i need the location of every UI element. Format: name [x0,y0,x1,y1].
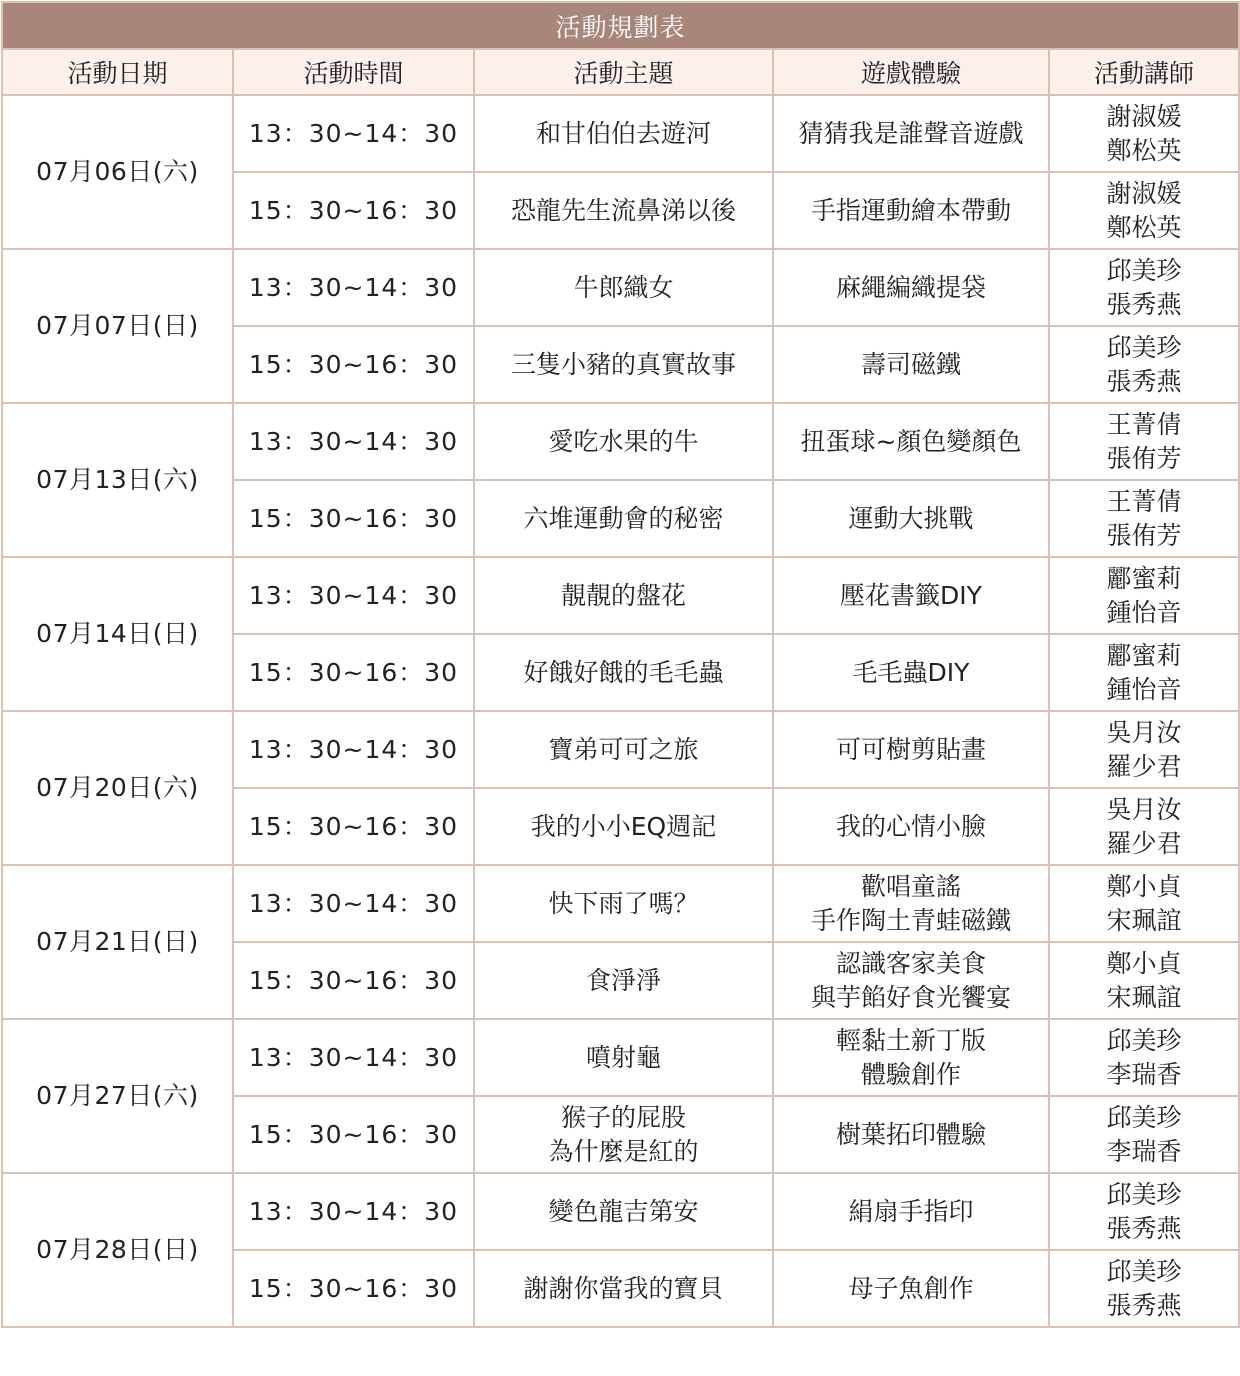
topic-cell [474,1173,773,1250]
teacher-cell [1049,711,1239,788]
time-cell: 15：30~16：30 [233,1250,474,1327]
topic-cell [474,865,773,942]
table-row [2,865,1239,942]
topic-line: 三隻小豬的真實故事 [510,349,736,379]
game-line: 運動大挑戰 [848,503,974,533]
game-line: 壽司磁鐵 [860,349,961,379]
topic-cell [474,634,773,711]
time-cell: 13：30~14：30 [233,249,474,326]
teacher-line: 謝淑媛 [1106,101,1182,131]
game-cell [773,942,1049,1019]
time-cell: 15：30~16：30 [233,480,474,557]
teacher-line: 酈蜜莉 [1106,640,1182,670]
game-cell [773,711,1049,788]
game-cell [773,788,1049,865]
topic-line: 六堆運動會的秘密 [523,503,724,533]
game-cell [773,634,1049,711]
teacher-line: 張秀燕 [1106,1213,1182,1243]
topic-line: 和甘伯伯去遊河 [535,118,711,148]
game-line: 輕黏土新丁版 [835,1025,986,1055]
time-cell: 13：30~14：30 [233,1019,474,1096]
date-cell: 07月28日(日) [2,1173,233,1327]
teacher-line: 張侑芳 [1106,443,1182,473]
teacher-line: 張秀燕 [1106,289,1182,319]
game-line: 手指運動繪本帶動 [810,195,1011,225]
game-cell [773,95,1049,172]
game-line: 與芋餡好食光饗宴 [810,982,1011,1012]
date-cell: 07月07日(日) [2,249,233,403]
topic-line: 寶弟可可之旅 [548,734,699,764]
topic-cell [474,403,773,480]
game-cell [773,326,1049,403]
game-line: 認識客家美食 [835,948,986,978]
teacher-line: 邱美珍 [1106,1102,1182,1132]
table-row [2,557,1239,634]
topic-cell [474,326,773,403]
teacher-line: 鄭小貞 [1106,871,1182,901]
teacher-line: 邱美珍 [1106,1025,1182,1055]
teacher-line: 吳月汝 [1106,794,1182,824]
topic-line: 為什麼是紅的 [548,1136,699,1166]
time-cell: 13：30~14：30 [233,403,474,480]
game-line: 猜猜我是誰聲音遊戲 [798,118,1024,148]
teacher-cell [1049,480,1239,557]
game-cell [773,403,1049,480]
teacher-line: 鍾怡音 [1106,674,1182,704]
teacher-cell [1049,172,1239,249]
teacher-cell [1049,1019,1239,1096]
topic-cell [474,95,773,172]
header-topic: 活動主題 [474,49,773,95]
teacher-cell [1049,403,1239,480]
topic-cell [474,557,773,634]
game-cell [773,1019,1049,1096]
teacher-line: 王菁倩 [1106,486,1182,516]
date-cell: 07月20日(六) [2,711,233,865]
table-row [2,249,1239,326]
time-cell: 13：30~14：30 [233,95,474,172]
game-line: 壓花書籤DIY [840,580,982,610]
time-cell: 13：30~14：30 [233,711,474,788]
teacher-line: 邱美珍 [1106,1256,1182,1286]
header-row [2,49,1239,95]
topic-cell [474,1096,773,1173]
teacher-line: 宋珮誼 [1106,905,1182,935]
teacher-line: 張秀燕 [1106,366,1182,396]
game-cell [773,865,1049,942]
game-line: 絹扇手指印 [848,1196,974,1226]
topic-line: 靚靚的盤花 [560,580,686,610]
teacher-line: 羅少君 [1106,751,1182,781]
game-cell [773,480,1049,557]
topic-cell [474,1250,773,1327]
teacher-line: 酈蜜莉 [1106,563,1182,593]
title-row [2,2,1239,49]
topic-cell [474,1019,773,1096]
time-cell: 15：30~16：30 [233,942,474,1019]
teacher-line: 李瑞香 [1106,1059,1182,1089]
table-row [2,1019,1239,1096]
game-line: 體驗創作 [860,1059,961,1089]
teacher-cell [1049,865,1239,942]
teacher-line: 張侑芳 [1106,520,1182,550]
header-teachers: 活動講師 [1049,49,1239,95]
teacher-line: 謝淑媛 [1106,178,1182,208]
teacher-line: 鄭松英 [1106,135,1182,165]
teacher-cell [1049,557,1239,634]
topic-line: 快下雨了嗎？ [548,888,699,918]
teacher-line: 邱美珍 [1106,255,1182,285]
activity-schedule-table [1,1,1240,1328]
teacher-cell [1049,249,1239,326]
teacher-line: 鄭松英 [1106,212,1182,242]
topic-line: 愛吃水果的牛 [548,426,699,456]
topic-cell [474,788,773,865]
teacher-cell [1049,326,1239,403]
game-cell [773,1250,1049,1327]
topic-line: 食淨淨 [585,965,661,995]
date-cell: 07月27日(六) [2,1019,233,1173]
date-cell: 07月13日(六) [2,403,233,557]
teacher-cell [1049,1096,1239,1173]
table-row [2,711,1239,788]
game-line: 毛毛蟲DIY [852,657,970,687]
topic-line: 噴射龜 [585,1042,661,1072]
teacher-cell [1049,1173,1239,1250]
game-line: 母子魚創作 [848,1273,974,1303]
game-cell [773,557,1049,634]
date-cell: 07月21日(日) [2,865,233,1019]
time-cell: 15：30~16：30 [233,1096,474,1173]
teacher-line: 宋珮誼 [1106,982,1182,1012]
topic-line: 我的小小EQ週記 [530,811,717,841]
time-cell: 13：30~14：30 [233,557,474,634]
topic-line: 好餓好餓的毛毛蟲 [523,657,724,687]
teacher-line: 鍾怡音 [1106,597,1182,627]
game-line: 可可樹剪貼畫 [835,734,986,764]
table-row [2,95,1239,172]
game-cell [773,1173,1049,1250]
topic-line: 變色龍吉第安 [548,1196,699,1226]
header-date: 活動日期 [2,49,233,95]
time-cell: 15：30~16：30 [233,788,474,865]
game-line: 樹葉拓印體驗 [835,1119,986,1149]
header-game: 遊戲體驗 [773,49,1049,95]
time-cell: 13：30~14：30 [233,865,474,942]
teacher-cell [1049,634,1239,711]
teacher-line: 吳月汝 [1106,717,1182,747]
game-line: 麻繩編織提袋 [835,272,986,302]
teacher-cell [1049,1250,1239,1327]
topic-line: 猴子的屁股 [560,1102,686,1132]
topic-cell [474,172,773,249]
game-line: 我的心情小臉 [835,811,986,841]
teacher-line: 李瑞香 [1106,1136,1182,1166]
table-title: 活動規劃表 [2,2,1239,49]
game-line: 歡唱童謠 [860,871,961,901]
table-row [2,403,1239,480]
game-cell [773,249,1049,326]
table-row [2,1173,1239,1250]
teacher-cell [1049,942,1239,1019]
teacher-line: 邱美珍 [1106,1179,1182,1209]
date-cell: 07月06日(六) [2,95,233,249]
topic-cell [474,942,773,1019]
game-line: 扭蛋球~顏色變顏色 [800,426,1022,456]
time-cell: 15：30~16：30 [233,634,474,711]
topic-line: 謝謝你當我的寶貝 [523,1273,724,1303]
game-cell [773,1096,1049,1173]
game-line: 手作陶土青蛙磁鐵 [810,905,1011,935]
topic-cell [474,480,773,557]
time-cell: 15：30~16：30 [233,172,474,249]
game-cell [773,172,1049,249]
teacher-line: 鄭小貞 [1106,948,1182,978]
header-time: 活動時間 [233,49,474,95]
teacher-line: 張秀燕 [1106,1290,1182,1320]
teacher-cell [1049,788,1239,865]
schedule-body [2,95,1239,1327]
teacher-line: 羅少君 [1106,828,1182,858]
topic-line: 牛郎織女 [573,272,674,302]
teacher-cell [1049,95,1239,172]
date-cell: 07月14日(日) [2,557,233,711]
topic-cell [474,711,773,788]
time-cell: 15：30~16：30 [233,326,474,403]
topic-line: 恐龍先生流鼻涕以後 [510,195,736,225]
topic-cell [474,249,773,326]
teacher-line: 王菁倩 [1106,409,1182,439]
teacher-line: 邱美珍 [1106,332,1182,362]
time-cell: 13：30~14：30 [233,1173,474,1250]
